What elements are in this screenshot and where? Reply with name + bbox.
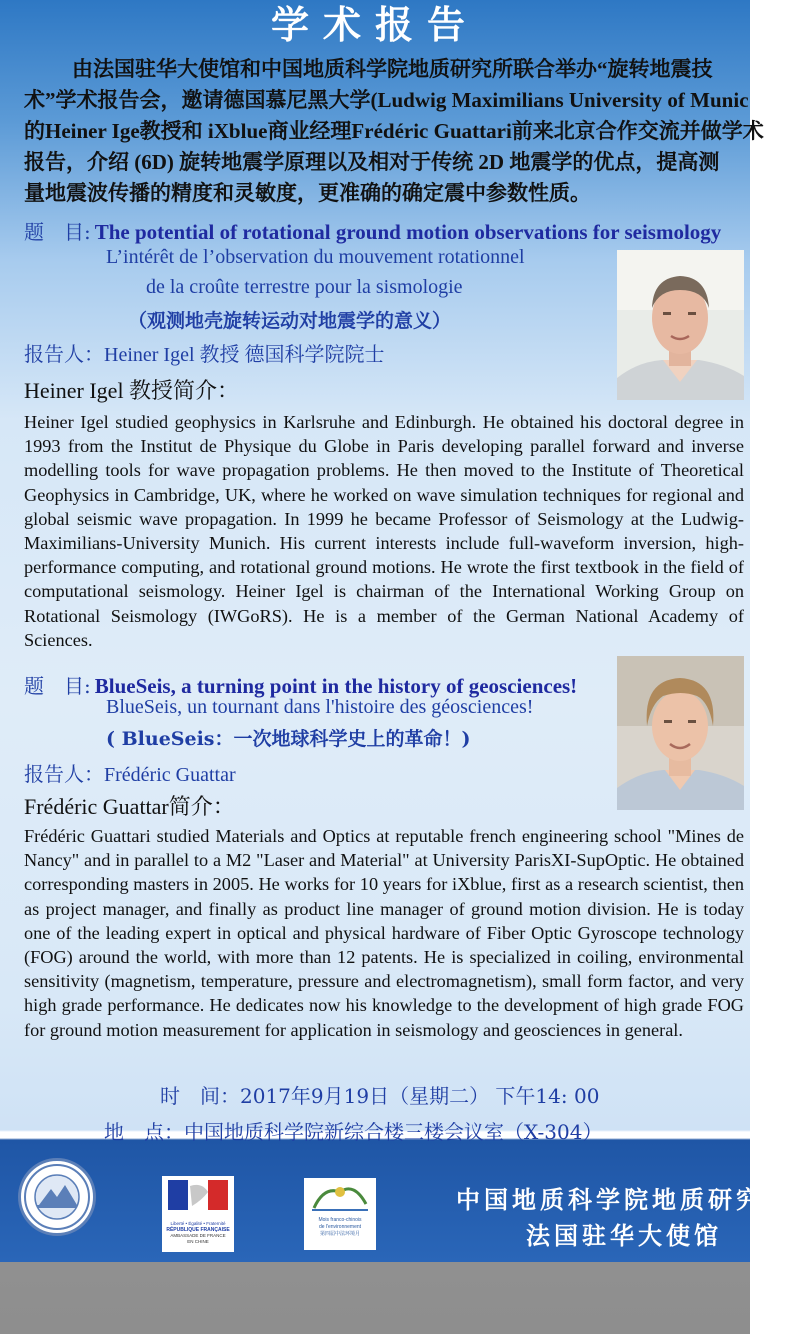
talk2-title-fr: BlueSeis, un tournant dans l'histoire des géosciences!: [106, 696, 534, 718]
env-logo-text-2: de l'environnement: [318, 1224, 362, 1230]
french-embassy-logo: [162, 1176, 234, 1252]
intro-line: 量地震波传播的精度和灵敏度，更准确的确定震中参数性质。: [24, 181, 591, 205]
talk2-bio: Frédéric Guattari studied Materials and Optics at reputable french engineering school "Mines de Nancy" and in parallel to a M2 "Laser and Material" at University ParisXI-SupOptic. He obtained corresponding masters in 2005. He works for 10 years for iXblue, first as a research scientist, then as project manager, and finally as product line manager of ground motion division. He is today one of the leading expert in optical and physical hardware of Fiber Optic Gyroscope technology (FOG) around the world, with more than 12 patents. He is specialized in coiling, environmental sensitivity (magnetism, temperature, pressure and electromagnetism), small form factor, and very high grade performance. He dedicates now his knowledge to the development of high grade FOG for ground motion measurement for application in seismology and geosciences in general.: [24, 826, 744, 1040]
embassy-logo-text-1: Liberté • Égalité • Fraternité: [170, 1221, 226, 1226]
speaker1-photo: [617, 250, 744, 400]
env-logo-text-1: Mois franco-chinois: [318, 1217, 362, 1223]
talk1-bio-heading: Heiner Igel 教授简介：: [24, 378, 240, 403]
event-place: 地 点：中国地质科学院新综合楼三楼会议室（X-304）: [104, 1120, 603, 1144]
footer-org-embassy: 法国驻华大使馆: [526, 1221, 722, 1250]
poster-title: 学术报告: [270, 2, 479, 47]
intro-line: 术”学术报告会，邀请德国慕尼黑大学(Ludwig Maximilians University of Munic: [24, 88, 749, 112]
institute-seal-logo: [18, 1158, 96, 1236]
intro-line: 报告，介绍 (6D) 旋转地震学原理以及相对于传统 2D 地震学的优点，提高测: [24, 150, 720, 174]
talk2-label: 题 目:: [24, 674, 91, 698]
talk1-speaker: 报告人：Heiner Igel 教授 德国科学院院士: [24, 344, 385, 366]
event-time: 时 间：2017年9月19日（星期二） 下午14: 00: [160, 1084, 600, 1108]
embassy-logo-text-3: AMBASSADE DE FRANCE: [170, 1233, 226, 1238]
embassy-logo-text-4: EN CHINE: [187, 1239, 209, 1244]
talk1-title-fr-1: L’intérêt de l’observation du mouvement rotationnel: [106, 246, 525, 268]
talk2-bio-heading: Frédéric Guattar简介：: [24, 794, 235, 819]
intro-line: 由法国驻华大使馆和中国地质科学院地质研究所联合举办“旋转地震技: [72, 57, 713, 81]
talk1-label: 题 目:: [24, 220, 91, 244]
embassy-logo-text-2: RÉPUBLIQUE FRANÇAISE: [166, 1227, 230, 1233]
intro-line: 的Heiner Ige教授和 iXblue商业经理Frédéric Guattari前来北京合作交流并做学术: [24, 119, 764, 143]
talk2-title-cn: ( BlueSeis：一次地球科学史上的革命！): [106, 728, 471, 750]
talk2-title-en: BlueSeis, a turning point in the history of geosciences!: [94, 674, 578, 698]
speaker2-photo: [617, 656, 744, 810]
talk1-bio: Heiner Igel studied geophysics in Karlsruhe and Edinburgh. He obtained his doctoral degree in 1993 from the Institut de Physique du Globe in Paris developing parallel forward and inverse modelling tools for wave propagation problems. He then moved to the Institute of Theoretical Geophysics in Cambridge, UK, where he worked on wave simulation techniques for regional and global seismic wave propagation. In 1999 he became Professor of Seismology at the Ludwig-Maximilians-University Munich. His current interests include full-waveform inversion, high-performance computing, and rotational ground motions. He wrote the first textbook in the field of computational seismology. Heiner Igel is chairman of the International Working Group on Rotational Seismology (IWGoRS). He is a member of the German National Academy of Sciences.: [24, 412, 744, 650]
talk1-title-cn: （观测地壳旋转运动对地震学的意义）: [128, 310, 452, 332]
intro-paragraph: [24, 54, 764, 209]
environment-month-logo: [304, 1178, 376, 1250]
env-logo-text-3: 第四届中法环境月: [319, 1231, 360, 1237]
talk1-title-row: [24, 216, 750, 245]
talk1-title-fr-2: de la croûte terrestre pour la sismologie: [146, 276, 463, 298]
footer-org-institute: 中国地质科学院地质研究所: [456, 1185, 792, 1214]
talk1-title-en: The potential of rotational ground motion observations for seismology: [94, 220, 722, 244]
talk2-speaker: 报告人：Frédéric Guattar: [24, 764, 236, 786]
